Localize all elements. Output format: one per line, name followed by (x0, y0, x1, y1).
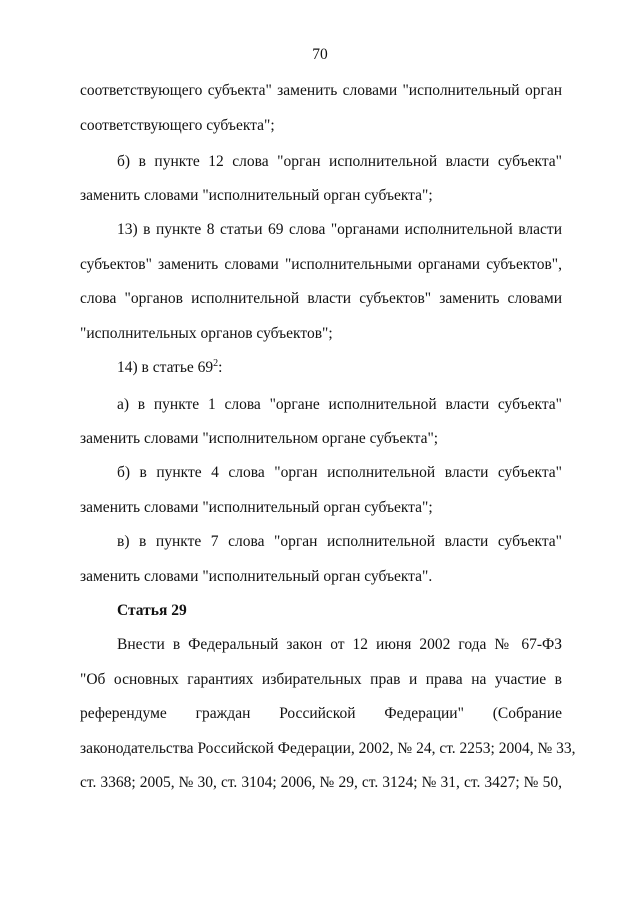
text-line: в статье 69 (141, 359, 214, 376)
text-line: соответствующего субъекта"; (80, 117, 275, 134)
text-line: б) в пункте 12 слова "орган исполнительной власти субъекта" (117, 153, 562, 170)
text-line: заменить словами "исполнительный орган субъекта"; (80, 187, 433, 204)
article-heading: Статья 29 (117, 602, 187, 619)
item-14-number: 14) (117, 359, 138, 376)
text-line: "Об основных гарантиях избирательных прав и права на участие в (80, 671, 562, 688)
text-line: референдуме граждан Российской Федерации" (Собрание (80, 705, 562, 722)
text-line: заменить словами "исполнительный орган субъекта"; (80, 499, 433, 516)
text-line: "исполнительных органов субъектов"; (80, 325, 333, 342)
page-number: 70 (312, 46, 328, 63)
text-line: ст. 3368; 2005, № 30, ст. 3104; 2006, № 29, ст. 3124; № 31, ст. 3427; № 50, (80, 774, 562, 791)
text-line: заменить словами "исполнительном органе субъекта"; (80, 430, 439, 447)
text-line: а) в пункте 1 слова "органе исполнительной власти субъекта" (117, 396, 562, 413)
text-line: б) в пункте 4 слова "орган исполнительной власти субъекта" (117, 464, 562, 481)
text-line: соответствующего субъекта" заменить словами "исполнительный орган (80, 82, 562, 99)
item-14-heading (117, 359, 562, 377)
text-line: слова "органов исполнительной власти субъектов" заменить словами (80, 290, 562, 307)
text-line: в) в пункте 7 слова "орган исполнительной власти субъекта" (117, 533, 562, 550)
text-line: 13) в пункте 8 статьи 69 слова "органами исполнительной власти (117, 221, 562, 238)
colon: : (218, 359, 223, 376)
text-line: законодательства Российской Федерации, 2002, № 24, ст. 2253; 2004, № 33, (80, 740, 576, 757)
text-line: заменить словами "исполнительный орган субъекта". (80, 568, 433, 585)
text-line: субъектов" заменить словами "исполнительными органами субъектов", (80, 256, 562, 273)
superscript: 2 (213, 358, 219, 369)
text-line: Внести в Федеральный закон от 12 июня 2002 года № 67-ФЗ (117, 636, 562, 653)
